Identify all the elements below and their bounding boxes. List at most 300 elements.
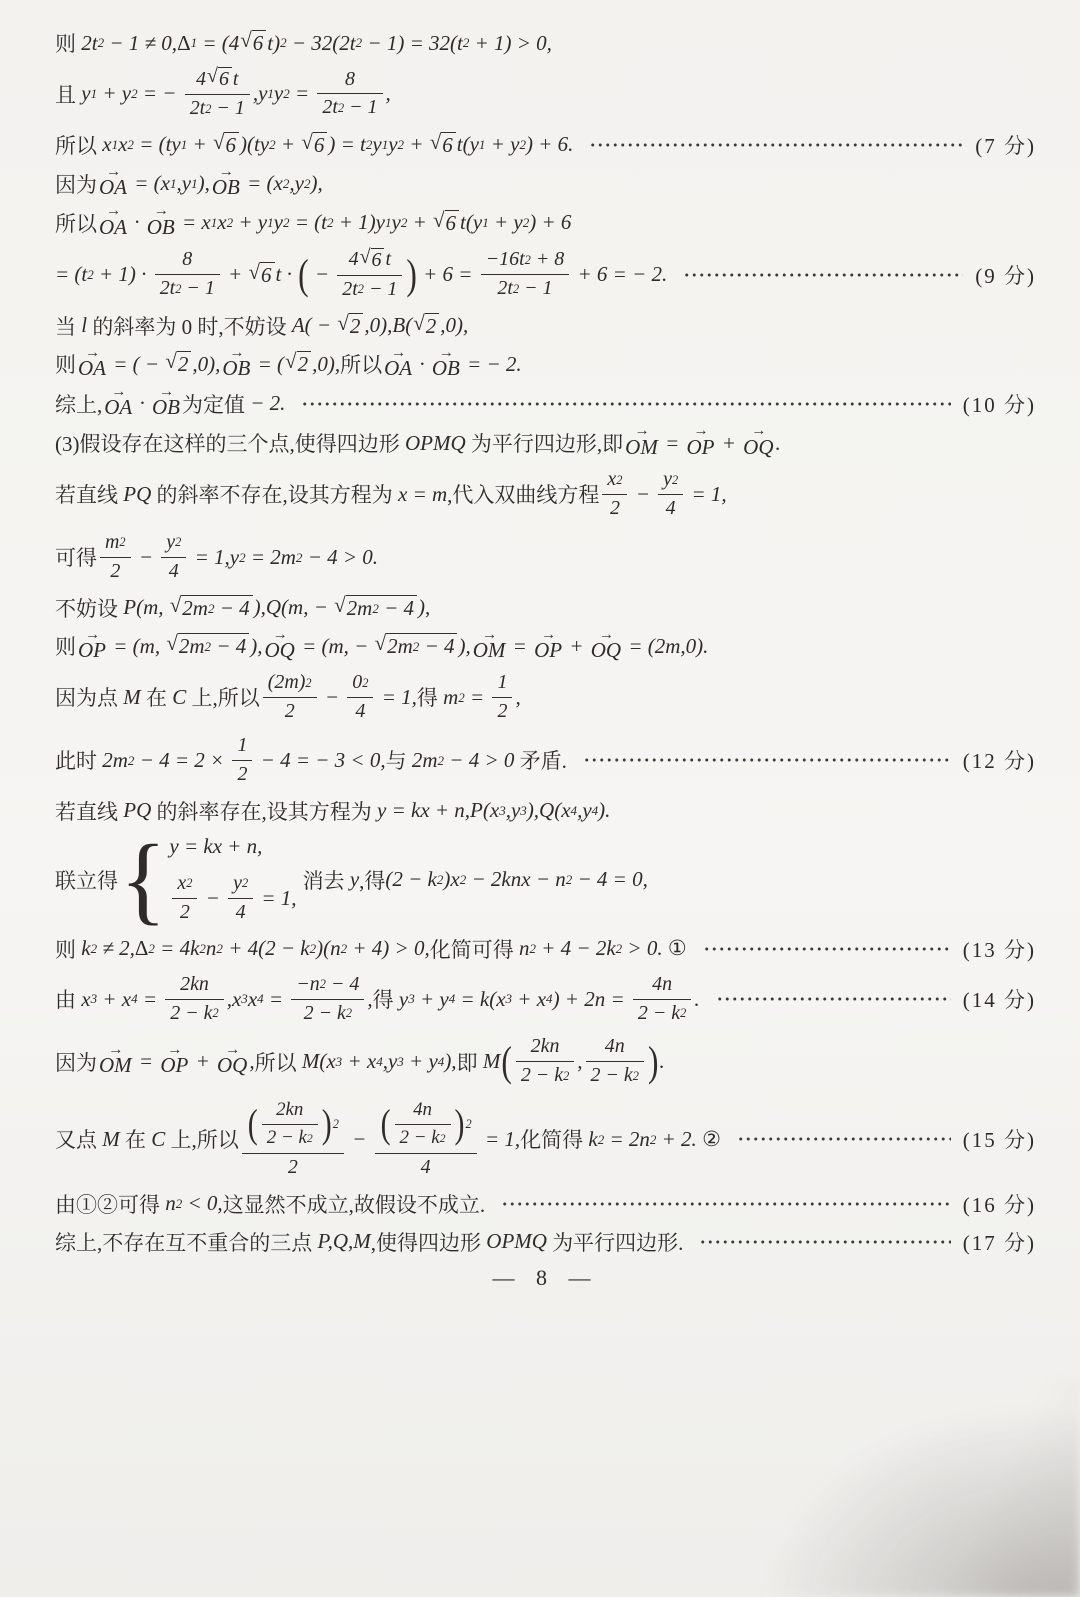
- fraction-denominator: [337, 276, 402, 303]
- superscript: 2: [241, 876, 249, 891]
- line-content: [55, 593, 430, 623]
- math-run: ),: [197, 171, 210, 196]
- subscript: 2: [522, 215, 530, 231]
- fraction-denominator: [262, 1125, 318, 1151]
- vector-arrow-icon: →: [108, 1042, 123, 1059]
- math-run: = 1,: [686, 481, 727, 506]
- math-run: = x: [176, 210, 211, 235]
- math-run: =: [263, 986, 289, 1011]
- sqrt: [429, 129, 456, 158]
- vector: [217, 1042, 248, 1078]
- math-run: = 1,: [376, 684, 417, 709]
- fraction-denominator: [232, 761, 252, 788]
- score-label: (16 分): [962, 1192, 1036, 1217]
- text-run: 所以: [55, 133, 103, 158]
- subscript: 3: [520, 803, 527, 819]
- paren-big: ): [321, 1101, 332, 1147]
- superscript: 2: [524, 252, 531, 267]
- math-run: = 1,y: [189, 544, 240, 569]
- radical-icon: √: [337, 310, 349, 335]
- text-run: 这显然不成立,故假设不成立.: [222, 1192, 486, 1217]
- text-run: 则: [55, 353, 76, 378]
- math-run: 2: [425, 313, 437, 338]
- math-run: P(m,: [123, 595, 169, 620]
- vector-label: OP: [534, 637, 563, 662]
- math-run: = ( −: [108, 351, 165, 376]
- system-rows: [169, 834, 296, 926]
- math-run: n: [165, 1191, 176, 1216]
- vector: [686, 423, 715, 459]
- math-run: > 0.: [622, 936, 668, 961]
- math-run: ,: [367, 986, 373, 1011]
- math-run: M: [102, 1126, 120, 1151]
- fraction-denominator: [263, 698, 317, 725]
- subscript: 1: [111, 137, 119, 153]
- superscript: 2: [175, 281, 182, 296]
- score-label: (14 分): [962, 988, 1036, 1012]
- solution-line: [55, 344, 1036, 380]
- fraction: [337, 247, 402, 303]
- subscript: 2: [400, 215, 408, 231]
- superscript: 2: [680, 1006, 687, 1021]
- math-run: C: [172, 684, 187, 709]
- superscript: 2: [326, 215, 334, 231]
- solution-line: [55, 130, 1036, 160]
- solution-line: [55, 28, 1036, 58]
- subscript: 4: [437, 1054, 445, 1070]
- fraction: [291, 972, 364, 1027]
- math-run: ·: [134, 391, 150, 416]
- dot-leader: [589, 143, 963, 147]
- math-run: k: [81, 936, 91, 961]
- math-run: + 6 = − 2.: [572, 262, 668, 287]
- superscript: 2: [239, 549, 246, 565]
- fraction: [155, 247, 220, 302]
- vector: [146, 203, 175, 239]
- math-run: y: [273, 81, 284, 106]
- superscript: 2: [306, 1131, 313, 1145]
- math-run: 6: [442, 132, 453, 157]
- math-run: =: [133, 1049, 159, 1074]
- subscript: 3: [241, 991, 248, 1007]
- fraction: [100, 530, 131, 585]
- math-run: 6: [225, 132, 236, 157]
- text-run: 所以: [55, 211, 97, 236]
- math-run: y: [81, 81, 91, 106]
- math-run: + 1)y: [333, 210, 385, 235]
- math-run: 0: [352, 670, 363, 693]
- sqrt-body: [441, 132, 456, 158]
- solution-line: [55, 796, 1036, 826]
- sqrt: [413, 310, 439, 339]
- score-label: (9 分): [975, 263, 1036, 288]
- math-run: ,0),: [312, 351, 341, 376]
- fraction-numerator: [481, 247, 570, 275]
- superscript: 2: [649, 1131, 657, 1147]
- fraction-denominator: [375, 1154, 477, 1181]
- vector-label: OA: [99, 214, 127, 239]
- math-run: −: [200, 885, 226, 910]
- math-run: 2: [297, 352, 309, 377]
- math-run: − 4: [378, 595, 415, 620]
- math-run: 2t: [322, 96, 338, 119]
- text-run: 化简得: [520, 1128, 589, 1153]
- subscript: 2: [519, 137, 526, 153]
- sqrt-body: [218, 67, 232, 92]
- math-run: ,y: [176, 171, 192, 196]
- math-run: 2 − k: [637, 1001, 681, 1024]
- subscript: 3: [90, 991, 98, 1007]
- text-run: 的斜率不存在,设其方程为: [151, 483, 398, 508]
- math-run: 2: [110, 559, 121, 582]
- text-run: 为平行四边形.: [546, 1230, 684, 1255]
- math-run: − 1: [211, 96, 245, 119]
- radical-icon: √: [165, 349, 177, 374]
- math-run: +: [222, 262, 248, 287]
- math-run: )(ty: [239, 132, 270, 157]
- math-run: = (m,: [108, 633, 166, 658]
- vector: [264, 626, 295, 662]
- fraction: [262, 1098, 318, 1150]
- math-run: )(n: [316, 936, 341, 961]
- math-run: ,0),B(: [364, 313, 413, 338]
- fraction-numerator: [492, 670, 512, 698]
- subscript: 2: [397, 137, 405, 153]
- text-run: ,使得四边形: [370, 1230, 487, 1255]
- superscript: 2: [512, 281, 520, 296]
- text-run: 综上,: [55, 392, 103, 417]
- math-run: 2: [237, 762, 248, 785]
- equation-system: [120, 824, 297, 934]
- vector-arrow-icon: →: [438, 344, 453, 361]
- line-content: [55, 530, 378, 585]
- score-label: (12 分): [962, 749, 1036, 774]
- math-run: M: [123, 684, 141, 709]
- vector-label: OP: [686, 434, 715, 459]
- math-run: ,: [577, 1049, 583, 1074]
- math-run: x = m: [398, 481, 448, 506]
- subscript: 2: [127, 137, 134, 153]
- line-content: [55, 66, 391, 122]
- math-run: 2m: [387, 634, 413, 659]
- math-run: = (x: [241, 171, 283, 196]
- text-run: 则: [55, 937, 82, 962]
- math-run: 4n: [413, 1099, 432, 1121]
- vector-arrow-icon: →: [84, 344, 100, 361]
- subscript: 2: [282, 176, 290, 192]
- math-run: − 4 > 0.: [302, 544, 379, 569]
- text-run: ②: [702, 1126, 721, 1151]
- superscript: 2: [204, 639, 212, 655]
- dot-leader: [683, 273, 963, 277]
- text-run: 化简可得: [429, 937, 519, 962]
- math-run: n: [518, 936, 530, 961]
- math-run: 4: [348, 248, 359, 271]
- math-run: 4: [235, 900, 246, 923]
- math-run: − 4 > 0: [444, 747, 520, 772]
- math-run: 2: [179, 900, 190, 923]
- radical-icon: √: [413, 310, 425, 335]
- superscript: 2: [616, 472, 623, 487]
- math-run: = k(x: [455, 986, 506, 1011]
- superscript: 2: [632, 1069, 639, 1084]
- text-run: 则: [55, 32, 82, 56]
- line-content: [55, 163, 323, 200]
- vector-label: OQ: [264, 637, 295, 662]
- solution-line: [55, 1034, 1036, 1089]
- vector-arrow-icon: →: [158, 383, 174, 400]
- math-run: − 1: [181, 277, 215, 300]
- vector-label: OM: [472, 637, 506, 662]
- solution-line: [55, 467, 1036, 522]
- vector-arrow-icon: →: [105, 203, 121, 220]
- text-run: 所以: [340, 353, 383, 378]
- solution-line: [55, 1189, 1036, 1219]
- math-run: ,y: [252, 81, 268, 106]
- math-run: − 32(2t: [286, 30, 356, 55]
- math-run: y: [391, 210, 401, 235]
- sqrt: [375, 633, 458, 659]
- fraction: [263, 670, 317, 725]
- superscript: 2: [365, 137, 373, 153]
- math-run: x: [102, 132, 112, 157]
- math-run: + 4) > 0,: [347, 936, 430, 961]
- dot-leader: [699, 1240, 950, 1244]
- vector-label: OP: [160, 1053, 189, 1078]
- superscript: 2: [186, 876, 193, 891]
- radical-icon: √: [374, 631, 387, 656]
- math-run: = (x: [129, 171, 170, 196]
- subscript: 1: [267, 215, 274, 231]
- math-run: ),Q(x: [526, 798, 571, 823]
- vector-arrow-icon: →: [693, 423, 708, 440]
- math-run: −n: [296, 972, 320, 995]
- fraction: [172, 871, 197, 926]
- sqrt: [240, 30, 266, 56]
- text-run: 得: [372, 988, 399, 1012]
- math-run: M: [482, 1049, 501, 1074]
- superscript: 2: [340, 941, 348, 957]
- math-run: M(x: [301, 1049, 336, 1074]
- superscript: 2: [175, 1196, 183, 1212]
- fraction-numerator: [262, 1098, 318, 1125]
- math-run: 4n: [604, 1035, 625, 1058]
- sqrt-body: [346, 595, 417, 621]
- subscript: 1: [482, 215, 489, 231]
- superscript: 2: [305, 675, 312, 690]
- math-run: 2m: [346, 595, 373, 620]
- line-content: [55, 247, 667, 303]
- paren-big: (: [247, 1101, 258, 1147]
- math-run: + y: [485, 132, 520, 157]
- score-label: (15 分): [962, 1128, 1036, 1153]
- fraction: [633, 972, 691, 1027]
- dot-leader: [583, 758, 951, 762]
- math-run: t(y: [460, 210, 483, 235]
- math-run: ),: [250, 633, 263, 658]
- solution-line: [55, 670, 1036, 725]
- math-run: x: [247, 986, 258, 1011]
- superscript: 2: [87, 267, 94, 283]
- line-content: [55, 1097, 721, 1180]
- math-run: 4: [420, 1155, 431, 1178]
- text-run: ,得: [359, 868, 386, 893]
- math-run: −16t: [485, 248, 525, 271]
- text-run: 可得: [55, 546, 97, 571]
- math-run: + 6 =: [417, 262, 478, 287]
- math-run: 4n: [652, 972, 673, 995]
- vector-label: OB: [146, 214, 175, 239]
- radical-icon: √: [207, 65, 218, 87]
- fraction-numerator: [161, 530, 186, 558]
- math-run: .: [659, 1049, 665, 1074]
- fraction-numerator: [602, 467, 627, 495]
- fraction: [481, 247, 570, 302]
- sqrt: [359, 245, 385, 273]
- superscript: 2: [439, 1131, 446, 1145]
- line-content: [55, 383, 286, 420]
- fraction-numerator: [516, 1034, 574, 1062]
- text-run: 此时: [55, 749, 103, 774]
- vector: [625, 423, 658, 459]
- vector: [99, 1042, 132, 1078]
- math-run: 6: [218, 68, 229, 90]
- math-run: = 1,: [479, 1126, 521, 1151]
- math-run: + x: [97, 986, 132, 1011]
- subscript: 2: [283, 86, 290, 102]
- sqrt-body: [371, 248, 385, 273]
- superscript: 2: [337, 101, 345, 116]
- vector-label: OM: [625, 434, 658, 459]
- math-run: = 2m: [245, 544, 296, 569]
- math-run: .: [694, 986, 700, 1011]
- paren-big: ): [454, 1101, 465, 1147]
- text-run: 且: [55, 82, 82, 107]
- superscript: 2: [372, 600, 379, 616]
- math-run: y = kx + n,P(x: [377, 798, 500, 823]
- text-run: 由①②可得: [55, 1192, 166, 1217]
- sqrt-body: [260, 262, 275, 288]
- math-run: 4: [168, 559, 179, 582]
- subscript: 2: [303, 176, 311, 192]
- vector-label: OB: [222, 355, 251, 380]
- superscript: 2: [175, 535, 182, 550]
- fraction-denominator: [165, 1000, 223, 1027]
- radical-icon: √: [285, 349, 297, 374]
- line-content: [55, 1034, 665, 1089]
- math-run: = − 2.: [461, 351, 522, 376]
- vector-arrow-icon: →: [153, 203, 168, 220]
- fraction-numerator: [395, 1098, 451, 1125]
- fraction-numerator: [172, 871, 197, 899]
- math-run: = (: [252, 351, 285, 376]
- text-run: 则: [55, 635, 76, 660]
- subscript: 2: [282, 215, 290, 231]
- math-run: + 8: [530, 248, 565, 271]
- superscript: 2: [465, 1117, 472, 1132]
- solution-line: [55, 530, 1036, 585]
- fraction-denominator: [291, 1000, 364, 1027]
- math-run: 2t: [81, 30, 98, 55]
- line-content: [55, 467, 727, 522]
- superscript: 2: [319, 977, 326, 992]
- math-run: ,y: [382, 1049, 398, 1074]
- score-label: (7 分): [975, 133, 1036, 158]
- math-run: n: [205, 936, 217, 961]
- vector: [211, 163, 240, 200]
- line-content: [55, 824, 648, 934]
- math-run: 2 − k: [303, 1001, 346, 1024]
- vector-arrow-icon: →: [272, 626, 287, 643]
- line-content: [55, 934, 687, 964]
- subscript: 4: [570, 803, 578, 819]
- vector-arrow-icon: →: [218, 163, 233, 180]
- radical-icon: √: [169, 592, 182, 617]
- subscript: 4: [131, 991, 138, 1007]
- math-run: 2m: [102, 747, 128, 772]
- fraction: [375, 1097, 477, 1180]
- math-run: 2 − k: [399, 1127, 440, 1149]
- math-run: OPMQ: [486, 1229, 547, 1254]
- solution-line: [55, 1097, 1036, 1180]
- line-content: [55, 733, 567, 788]
- fraction-denominator: [228, 899, 253, 926]
- fraction-denominator: [516, 1062, 574, 1089]
- text-run: 因为点: [55, 686, 124, 711]
- math-run: t): [267, 30, 281, 55]
- math-run: 6: [252, 31, 264, 55]
- math-run: x: [118, 132, 128, 157]
- math-run: ) + 6.: [525, 132, 574, 157]
- math-run: +: [564, 633, 589, 658]
- vector: [590, 626, 622, 662]
- sqrt-body: [297, 351, 312, 377]
- vector-label: OB: [431, 355, 460, 380]
- subscript: 1: [210, 215, 218, 231]
- math-run: 2kn: [530, 1035, 560, 1058]
- fraction: [586, 1034, 644, 1089]
- line-content: [55, 28, 552, 58]
- math-run: .: [775, 430, 781, 455]
- math-run: 2: [609, 496, 620, 519]
- fraction-denominator: [481, 275, 570, 302]
- paren-big: (: [380, 1101, 391, 1147]
- superscript: 2: [357, 282, 364, 297]
- sqrt: [169, 592, 253, 621]
- sqrt: [165, 351, 191, 377]
- math-run: − 1: [363, 277, 398, 300]
- math-run: 2m: [178, 634, 205, 659]
- subscript: 1: [170, 176, 177, 192]
- paren-big: (: [298, 250, 309, 298]
- fraction-denominator: [586, 1062, 644, 1089]
- sqrt-body: [445, 210, 460, 236]
- math-run: 4: [355, 699, 366, 722]
- math-run: − 1: [344, 96, 378, 119]
- superscript: 2: [437, 752, 445, 768]
- fraction-denominator: [100, 558, 131, 585]
- text-run: 若直线: [55, 799, 124, 824]
- superscript: 2: [127, 752, 135, 768]
- text-run: ①: [667, 936, 687, 961]
- vector: [472, 626, 506, 662]
- fraction-numerator: [375, 1097, 477, 1153]
- math-run: ) + 6: [529, 210, 572, 235]
- superscript: 2: [436, 872, 444, 888]
- math-run: 2: [287, 1155, 298, 1178]
- sqrt: [248, 259, 274, 288]
- math-run: + 1) ·: [93, 262, 152, 287]
